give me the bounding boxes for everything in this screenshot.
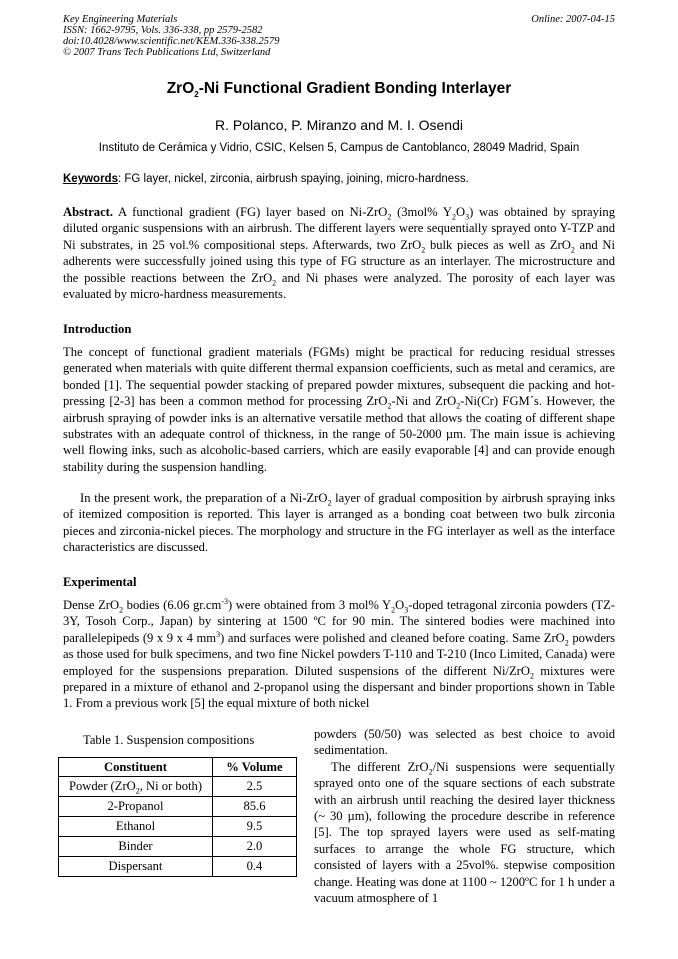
body-text: O (395, 598, 405, 612)
abstract-text: A functional gradient (FG) layer based on Ni-ZrO (113, 205, 388, 219)
body-text: The concept of functional gradient materials (FGMs) might be practical for reducing residual stresses generated when materials with quite different thermal expansion coefficients, such as metal and ceramics, are bonded [1]. The sequential powder stacking of prepared powder mixtures, subsequent die packing and hot-pressing [2-3] has been a common method for processing ZrO (63, 345, 615, 409)
body-text: /Ni suspensions were sequentially sprayed onto one of the square sections of each substrate with an airbrush until reaching the desired layer thickness (~ 30 µm), following the procedure describe in reference [5]. The top sprayed layers were used as self-mating surfaces to arrange the whole FG structure, which consisted of layers with a 25vol%. stepwise composition change. Heating was done at 1100 ~ 1200ºC for 1 h under a vacuum atmosphere of 1 (314, 759, 615, 906)
experimental-right-column (314, 726, 615, 906)
introduction-paragraph-2 (63, 490, 615, 556)
body-text: -Ni and ZrO (391, 394, 457, 409)
introduction-heading: Introduction (63, 322, 132, 336)
body-text: powders as those used for bulk specimens, and two fine Nickel powders T-110 and T-210 (Inco Limited, Canada) were employed for the suspensions preparation. Diluted suspensions of the different Ni/ZrO (63, 630, 616, 678)
superscript: -3 (221, 596, 228, 606)
table-row (59, 797, 297, 817)
authors: R. Polanco, P. Miranzo and M. I. Osendi (215, 117, 463, 133)
table-row (59, 857, 297, 877)
table-cell-constituent: 2-Propanol (59, 797, 213, 817)
table-header-constituent: Constituent (59, 758, 213, 777)
table-cell-volume: 2.5 (212, 777, 296, 797)
subscript: 2 (387, 401, 392, 411)
subscript: 2 (564, 638, 569, 648)
table-caption: Table 1. Suspension compositions (83, 733, 255, 747)
title-subscript: 2 (194, 90, 199, 100)
abstract-text: (3mol% Y (391, 205, 452, 219)
subscript: 2 (421, 245, 426, 255)
experimental-heading: Experimental (63, 575, 137, 589)
subscript: 2 (327, 498, 332, 508)
body-text: -doped tetragonal zirconia powders (TZ-3Y, Tosoh Corp., Japan) by sintering at 1500 ºC for 90 min. The sintered bodies were machined into parallelepipeds (9 x 9 x 4 mm (63, 598, 616, 645)
abstract-label: Abstract. (63, 205, 114, 219)
table-cell-constituent (59, 777, 213, 797)
table-row (59, 837, 297, 857)
table-cell-volume: 9.5 (212, 817, 296, 837)
abstract-text: and Ni adherents were successfully joined using this type of FG structure as an interlayer. The microstructure and the possible reactions between the ZrO (63, 237, 615, 285)
body-text: The different ZrO (331, 759, 429, 774)
abstract-text: and Ni phases were analyzed. The porosity of each layer was evaluated by micro-hardness measurements. (63, 270, 616, 302)
table-row (59, 777, 297, 797)
body-text: ) and surfaces were polished and cleaned before coating. Same ZrO (220, 630, 565, 645)
body-text: layer of gradual composition by airbrush spraying inks of itemized composition is reported. This layer is arranged as a bonding coat between two bulk zirconia pieces and zirconia-nickel pieces. The morphology and structure in the FG interlayer as well as the interface characteristics are discussed. (63, 491, 615, 555)
body-text: bodies (6.06 gr.cm (123, 598, 222, 612)
paper-title (63, 80, 615, 98)
body-text: Dense ZrO (63, 598, 120, 612)
subscript: 2 (391, 605, 396, 615)
journal-doi[interactable]: doi:10.4028/www.scientific.net/KEM.336-338.2579 (63, 36, 280, 47)
journal-header (63, 14, 615, 58)
keywords-text: : FG layer, nickel, zirconia, airbrush spaying, joining, micro-hardness. (117, 173, 469, 185)
superscript: 3 (216, 629, 221, 639)
subscript: 2 (529, 671, 534, 681)
abstract-text: bulk pieces as well as ZrO (425, 237, 571, 252)
affiliation: Instituto de Cerámica y Vidrio, CSIC, Kelsen 5, Campus de Cantoblanco, 28049 Madrid, Spain (98, 142, 580, 154)
subscript: 2 (456, 401, 461, 411)
subscript: 2 (570, 245, 575, 255)
body-text: -Ni(Cr) FGM´s. However, the airbrush spraying of powder inks is an alternative versatile method that allows the coating of different shape substrates with an adequate control of thickness, in the range of 50-2000 µm. The main issue is achieving well flowing inks, such as alcoholic-based carriers, which are easily evaporable [4] and can provide enough stability during the suspension handling. (63, 394, 616, 474)
table-cell-volume: 0.4 (212, 857, 296, 877)
suspension-table (58, 757, 297, 877)
introduction-paragraph-1 (63, 344, 615, 475)
subscript: 2 (387, 212, 392, 222)
subscript: 2 (272, 278, 277, 288)
body-text: ) were obtained from 3 mol% Y (228, 598, 392, 612)
body-text: In the present work, the preparation of a Ni-ZrO (80, 491, 328, 505)
subscript: 2 (428, 767, 433, 777)
table-header-row (59, 758, 297, 777)
table-cell-volume: 85.6 (212, 797, 296, 817)
journal-issn: ISSN: 1662-9795, Vols. 336-338, pp 2579-2582 (63, 25, 263, 36)
table-header-volume: % Volume (212, 758, 296, 777)
table-cell-constituent: Dispersant (59, 857, 213, 877)
journal-name: Key Engineering Materials (63, 14, 178, 25)
subscript: 3 (465, 212, 470, 222)
abstract-text: ) was obtained by spraying diluted organic suspensions with an airbrush. The different layers were sequentially sprayed onto Y-TZP and Ni substrates, in 25 vol.% compositional steps. Afterwards, two ZrO (63, 205, 615, 252)
title-part: ZrO (166, 80, 195, 97)
subscript: 3 (404, 605, 409, 615)
body-text: powders (50/50) was selected as best choice to avoid sedimentation. (314, 727, 615, 758)
online-date: Online: 2007-04-15 (531, 14, 615, 25)
keywords (63, 173, 615, 185)
table-cell-constituent: Ethanol (59, 817, 213, 837)
subscript: 2 (135, 786, 140, 796)
table-cell-volume: 2.0 (212, 837, 296, 857)
keywords-label: Keywords (63, 173, 118, 185)
subscript: 2 (451, 212, 456, 222)
cell-text: Powder (ZrO (68, 779, 136, 793)
body-text (314, 759, 615, 907)
title-part: -Ni Functional Gradient Bonding Interlayer (198, 80, 512, 97)
cell-text: , Ni or both) (139, 779, 203, 793)
abstract-text: O (455, 205, 466, 219)
table-row (59, 817, 297, 837)
body-text: mixtures were prepared in a mixture of ethanol and 2-propanol using the dispersant and binder proportions shown in Table 1. From a previous work [5] the equal mixture of both nickel (63, 663, 615, 711)
experimental-paragraph (63, 597, 615, 712)
journal-copyright: © 2007 Trans Tech Publications Ltd, Switzerland (63, 47, 271, 58)
abstract (63, 204, 615, 302)
table-cell-constituent: Binder (59, 837, 213, 857)
subscript: 2 (119, 605, 124, 615)
